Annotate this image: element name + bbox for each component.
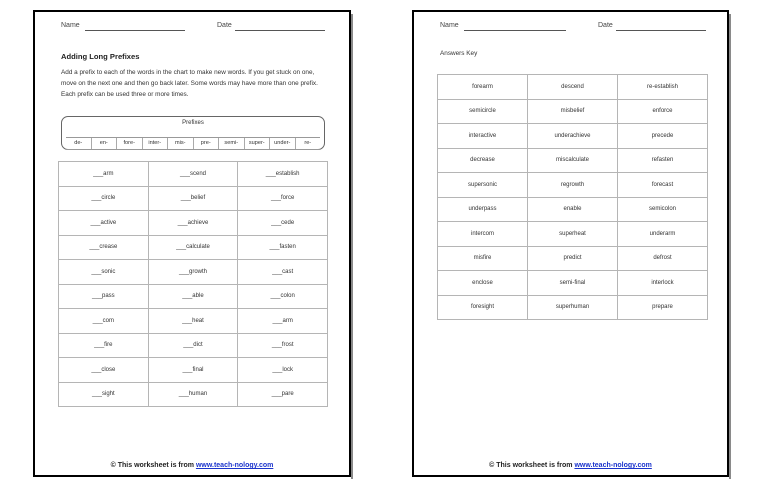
table-row bbox=[59, 162, 328, 187]
prefix-item: pre- bbox=[194, 138, 220, 149]
word-cell: ___pare bbox=[238, 382, 328, 407]
table-row bbox=[438, 222, 708, 247]
answer-cell: enable bbox=[528, 197, 618, 222]
footer-text: © This worksheet is from bbox=[110, 462, 196, 469]
page-shadow bbox=[729, 14, 731, 479]
table-row bbox=[59, 211, 328, 236]
date-line bbox=[235, 30, 325, 31]
word-cell: ___human bbox=[148, 382, 238, 407]
table-row bbox=[59, 260, 328, 285]
answer-cell: re-establish bbox=[618, 75, 708, 100]
answer-cell: superheat bbox=[528, 222, 618, 247]
prefix-box-caption: Prefixes bbox=[182, 120, 204, 126]
word-cell: ___circle bbox=[59, 186, 149, 211]
word-cell: ___fasten bbox=[238, 235, 328, 260]
table-row bbox=[59, 284, 328, 309]
answer-cell: underarm bbox=[618, 222, 708, 247]
answer-key-page bbox=[412, 10, 729, 477]
footer-text: © This worksheet is from bbox=[489, 462, 575, 469]
answer-cell: supersonic bbox=[438, 173, 528, 198]
table-row bbox=[438, 295, 708, 320]
word-cell: ___calculate bbox=[148, 235, 238, 260]
word-cell: ___cede bbox=[238, 211, 328, 236]
word-cell: ___scend bbox=[148, 162, 238, 187]
word-cell: ___pass bbox=[59, 284, 149, 309]
answer-cell: underachieve bbox=[528, 124, 618, 149]
word-cell: ___close bbox=[59, 358, 149, 383]
answer-cell: semi-final bbox=[528, 271, 618, 296]
word-cell: ___heat bbox=[148, 309, 238, 334]
worksheet-page bbox=[33, 10, 351, 477]
answer-cell: forecast bbox=[618, 173, 708, 198]
answer-cell: regrowth bbox=[528, 173, 618, 198]
name-label: Name bbox=[440, 22, 459, 29]
table-row bbox=[59, 309, 328, 334]
table-row bbox=[59, 186, 328, 211]
answer-cell: miscalculate bbox=[528, 148, 618, 173]
word-cell: ___cast bbox=[238, 260, 328, 285]
answer-cell: defrost bbox=[618, 246, 708, 271]
name-line bbox=[464, 30, 566, 31]
prefix-item: super- bbox=[245, 138, 271, 149]
table-row bbox=[59, 358, 328, 383]
table-row bbox=[438, 246, 708, 271]
answer-cell: prepare bbox=[618, 295, 708, 320]
word-cell: ___force bbox=[238, 186, 328, 211]
word-table bbox=[58, 161, 328, 407]
table-row bbox=[438, 271, 708, 296]
word-cell: ___able bbox=[148, 284, 238, 309]
answer-cell: foresight bbox=[438, 295, 528, 320]
worksheet-footer bbox=[414, 462, 727, 469]
table-row bbox=[438, 75, 708, 100]
prefix-item: under- bbox=[270, 138, 296, 149]
prefix-item: fore- bbox=[117, 138, 143, 149]
footer-link[interactable]: www.teach-nology.com bbox=[574, 462, 652, 469]
word-cell: ___growth bbox=[148, 260, 238, 285]
word-cell: ___achieve bbox=[148, 211, 238, 236]
prefix-item: re- bbox=[304, 140, 312, 146]
word-cell: ___frost bbox=[238, 333, 328, 358]
name-line bbox=[85, 30, 185, 31]
answer-cell: descend bbox=[528, 75, 618, 100]
page-shadow bbox=[351, 14, 353, 479]
table-row bbox=[438, 99, 708, 124]
answer-cell: refasten bbox=[618, 148, 708, 173]
word-cell: ___establish bbox=[238, 162, 328, 187]
name-date-header bbox=[440, 22, 710, 34]
prefix-item: semi- bbox=[219, 138, 245, 149]
answer-cell: semicircle bbox=[438, 99, 528, 124]
instructions-text: Add a prefix to each of the words in the chart to make new words. If you get stuck on one, move on the next one and then go back later. Some words may have more than one prefix. Each prefix can be used three or more times. bbox=[61, 69, 318, 99]
answer-cell: interactive bbox=[438, 124, 528, 149]
word-cell: ___fire bbox=[59, 333, 149, 358]
word-cell: ___final bbox=[148, 358, 238, 383]
word-cell: ___active bbox=[59, 211, 149, 236]
date-line bbox=[616, 30, 706, 31]
prefix-list bbox=[66, 137, 320, 150]
answer-cell: decrease bbox=[438, 148, 528, 173]
table-row bbox=[59, 333, 328, 358]
answer-cell: precede bbox=[618, 124, 708, 149]
table-row bbox=[438, 197, 708, 222]
answer-cell: superhuman bbox=[528, 295, 618, 320]
answer-cell: interlock bbox=[618, 271, 708, 296]
answer-cell: enforce bbox=[618, 99, 708, 124]
word-cell: ___belief bbox=[148, 186, 238, 211]
word-cell: ___sonic bbox=[59, 260, 149, 285]
answer-cell: intercom bbox=[438, 222, 528, 247]
word-cell: ___sight bbox=[59, 382, 149, 407]
prefix-box bbox=[61, 116, 325, 150]
table-row bbox=[59, 235, 328, 260]
date-label: Date bbox=[217, 22, 232, 29]
prefix-item: mis- bbox=[168, 138, 194, 149]
name-label: Name bbox=[61, 22, 80, 29]
word-cell: ___lock bbox=[238, 358, 328, 383]
table-row bbox=[438, 173, 708, 198]
word-cell: ___colon bbox=[238, 284, 328, 309]
answer-cell: semicolon bbox=[618, 197, 708, 222]
answer-cell: predict bbox=[528, 246, 618, 271]
answer-cell: misfire bbox=[438, 246, 528, 271]
name-date-header bbox=[61, 22, 331, 34]
prefix-item: de- bbox=[66, 138, 92, 149]
answers-key-heading: Answers Key bbox=[440, 50, 478, 57]
date-label: Date bbox=[598, 22, 613, 29]
prefix-item: inter- bbox=[143, 138, 169, 149]
answer-cell: underpass bbox=[438, 197, 528, 222]
word-cell: ___com bbox=[59, 309, 149, 334]
footer-link[interactable]: www.teach-nology.com bbox=[195, 462, 274, 469]
answer-cell: enclose bbox=[438, 271, 528, 296]
word-cell: ___dict bbox=[148, 333, 238, 358]
table-row bbox=[438, 124, 708, 149]
answer-cell: misbelief bbox=[528, 99, 618, 124]
answer-table bbox=[437, 74, 708, 320]
answer-cell: forearm bbox=[438, 75, 528, 100]
word-cell: ___crease bbox=[59, 235, 149, 260]
table-row bbox=[438, 148, 708, 173]
table-row bbox=[59, 382, 328, 407]
worksheet-title: Adding Long Prefixes bbox=[61, 52, 140, 61]
prefix-item: en- bbox=[92, 138, 118, 149]
worksheet-footer bbox=[35, 462, 349, 469]
word-cell: ___arm bbox=[238, 309, 328, 334]
word-cell: ___arm bbox=[59, 162, 149, 187]
